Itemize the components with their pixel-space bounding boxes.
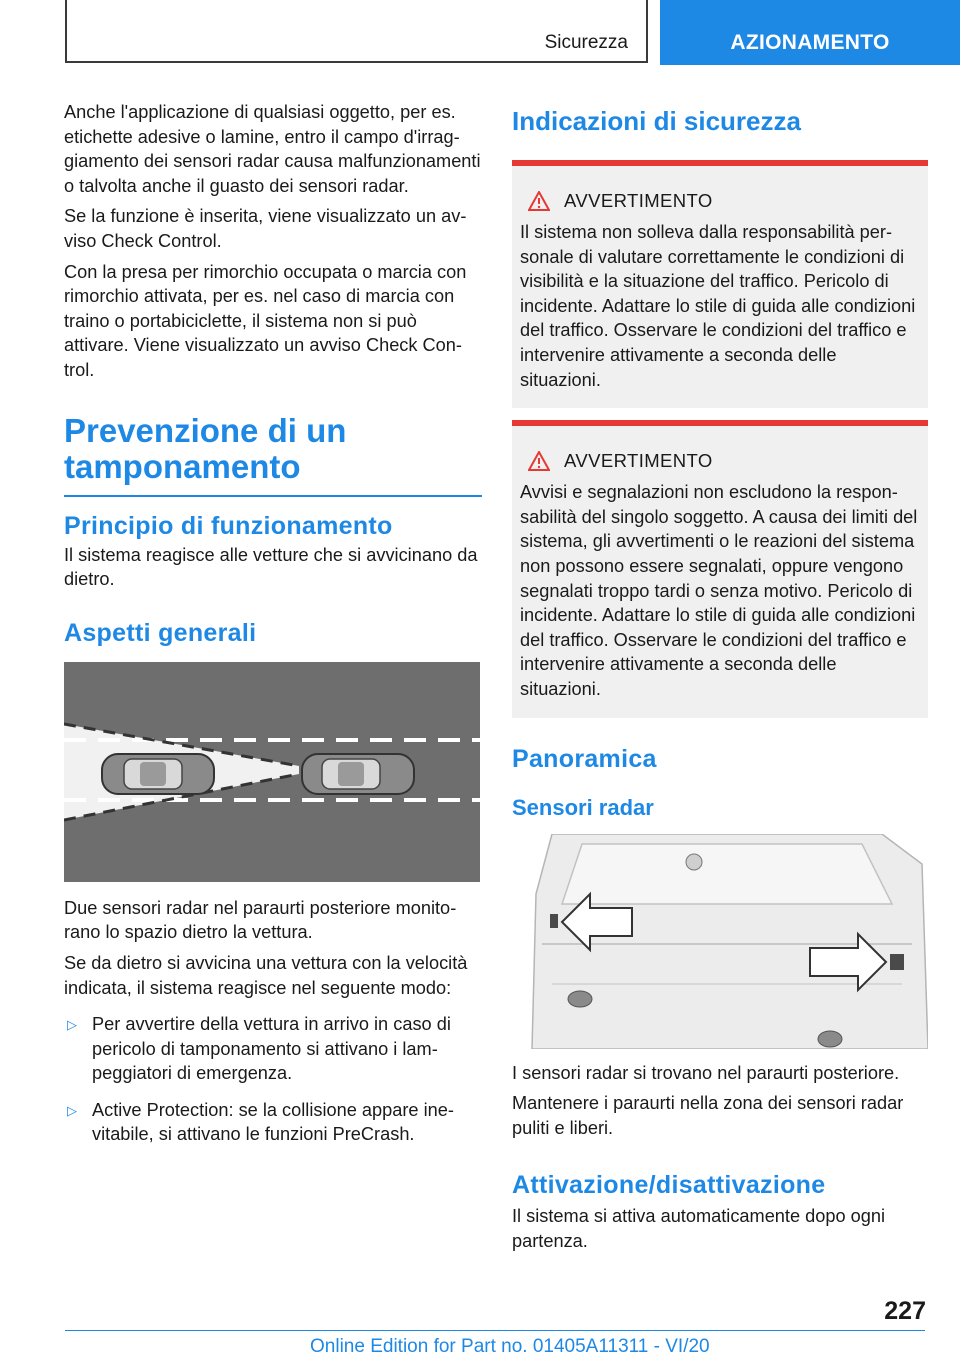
activation-heading: Attivazione/disattivazione xyxy=(512,1171,826,1200)
footer-rule xyxy=(65,1330,925,1331)
page-number: 227 xyxy=(884,1297,926,1325)
header-chapter-tab[interactable] xyxy=(660,0,960,65)
sensors-heading: Sensori radar xyxy=(512,794,654,820)
principle-heading: Principio di funzionamento xyxy=(64,511,393,540)
warning-triangle-icon xyxy=(528,191,550,211)
warning-box-1 xyxy=(512,160,928,408)
ego-car xyxy=(302,754,414,794)
warning-text: Il sistema non solleva dalla responsabilità personale di valutare correttamente le condizioni di visibilità e la situazione del traffico. Pericolo di incidente. Adattare lo stile di guida alle condizioni del traffico. Osservare le condizioni del traffico e intervenire attivamente a seconda delle situazioni. xyxy=(520,222,916,390)
heading-rule xyxy=(64,495,482,497)
header-chapter-label: AZIONAMENTO xyxy=(730,31,890,54)
triangle-right-icon: ▷ xyxy=(67,1102,77,1118)
sensor-paragraph-2: Mantenere i paraurti nella zona dei sensori radar puliti e liberi. xyxy=(512,1093,904,1138)
right-column xyxy=(512,100,928,1259)
radar-diagram xyxy=(64,662,480,882)
intro-paragraph-2: Se la funzione è inserita, viene visualizzato un avviso Check Control. xyxy=(64,206,467,251)
chapter-heading: Prevenzione di un tamponamento xyxy=(64,411,347,485)
safety-heading: Indicazioni di sicurezza xyxy=(512,106,801,136)
reaction-list xyxy=(64,1012,482,1147)
intro-paragraph-3: Con la presa per rimorchio occupata o marcia con rimorchio attivata, per es. nel caso di marcia con traino o portabiciclette, il sistema non si può attivare. Viene visualizzato un avviso Check Control. xyxy=(64,261,467,380)
warning-box-2 xyxy=(512,420,928,717)
activation-text: Il sistema si attiva automaticamente dopo ogni partenza. xyxy=(512,1206,886,1251)
overview-heading: Panoramica xyxy=(512,744,657,773)
warning-triangle-icon xyxy=(528,451,550,471)
rear-bumper-photo xyxy=(512,834,928,1049)
left-column xyxy=(64,100,482,1159)
warning-title: AVVERTIMENTO xyxy=(564,450,713,472)
list-item-text: Per avvertire della vettura in arrivo in caso di pericolo di tamponamento si attivano i lampeggiatori di emergenza. xyxy=(92,1014,451,1084)
header-section-title: Sicurezza xyxy=(544,32,628,53)
footer-edition: Online Edition for Part no. 01405A11311 - VI/20 xyxy=(310,1336,710,1357)
after-figure-paragraph-2: Se da dietro si avvicina una vettura con la velocità indicata, il sistema reagisce nel seguente modo: xyxy=(64,952,468,998)
list-item xyxy=(64,1012,482,1086)
after-figure-paragraph-1: Due sensori radar nel paraurti posteriore monitorano lo spazio dietro la vettura. xyxy=(64,897,457,943)
warning-text: Avvisi e segnalazioni non escludono la responsabilità del singolo soggetto. A causa dei limiti del sistema, gli avvertimenti o le reazioni del sistema non possono essere segnalati, oppure vengono segnalati troppo tardi o senza motivo. Pericolo di incidente. Adattare lo stile di guida alle condizioni del traffico. Osservare le condizioni del traffico e intervenire attivamente a seconda delle situazioni. xyxy=(520,482,918,699)
list-item xyxy=(64,1098,482,1147)
triangle-right-icon: ▷ xyxy=(67,1017,77,1033)
general-heading: Aspetti generali xyxy=(64,618,257,647)
intro-paragraph-1: Anche l'applicazione di qualsiasi oggetto, per es. etichette adesive o lamine, entro il campo d'irraggiamento dei sensori radar causa malfunzionamenti o talvolta anche il guasto dei sensori radar. xyxy=(64,102,481,196)
warning-title: AVVERTIMENTO xyxy=(564,190,713,211)
sensor-paragraph-1: I sensori radar si trovano nel paraurti posteriore. xyxy=(512,1062,900,1083)
header-section-box xyxy=(65,0,648,63)
approaching-car xyxy=(102,754,214,794)
principle-text: Il sistema reagisce alle vetture che si avvicinano da dietro. xyxy=(64,544,478,590)
list-item-text: Active Protection: se la collisione appare inevitabile, si attivano le funzioni PreCrash. xyxy=(92,1099,454,1145)
